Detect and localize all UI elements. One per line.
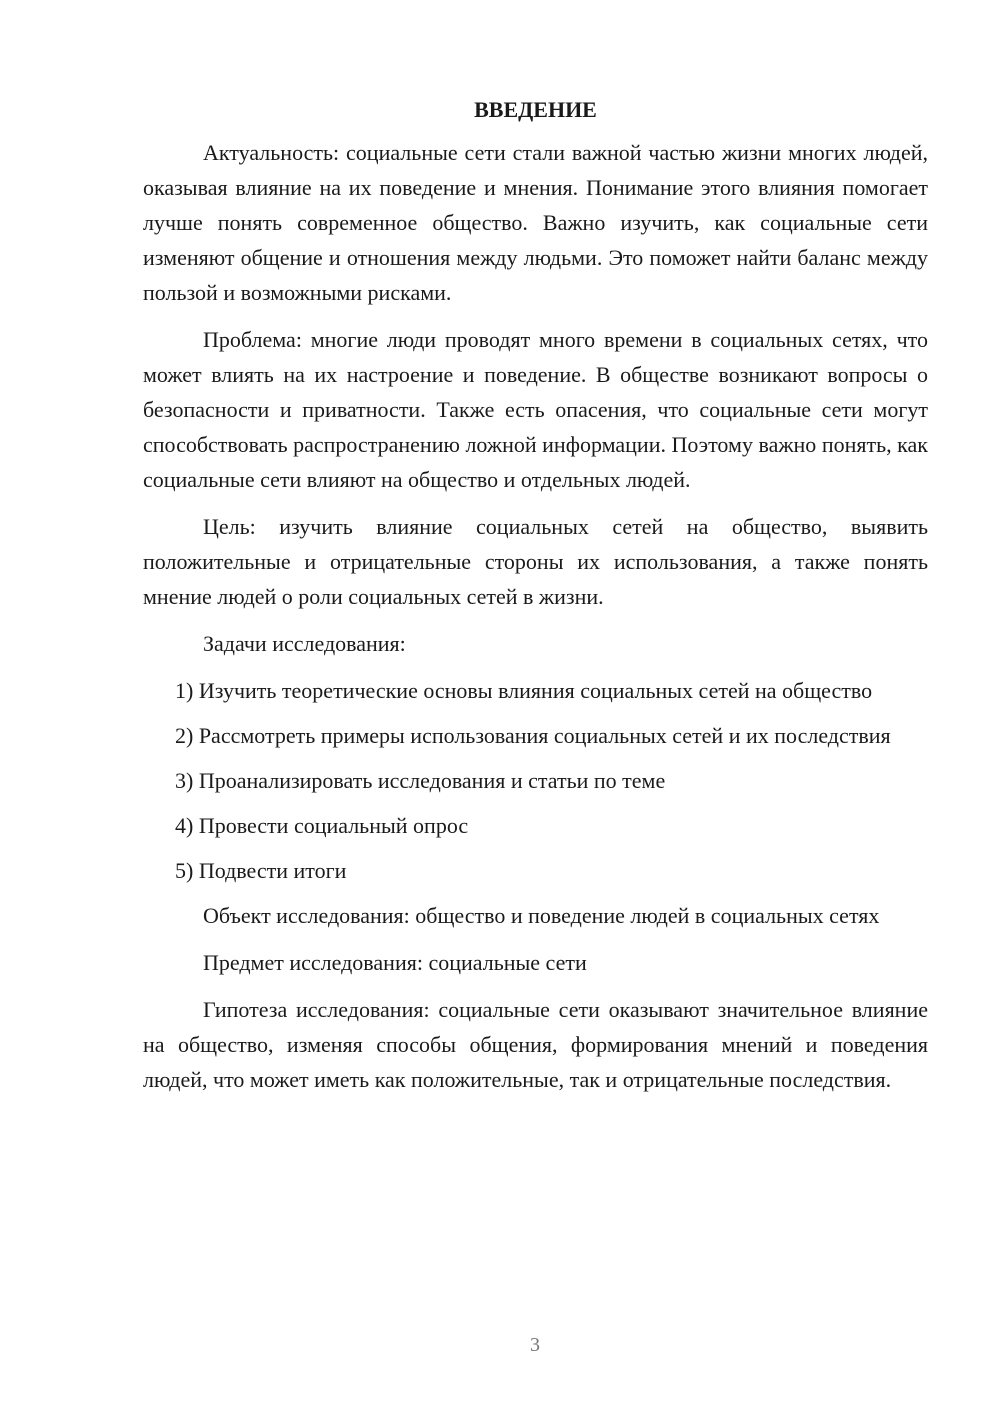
paragraph-object: Объект исследования: общество и поведение людей в социальных сетях (203, 903, 880, 928)
page-title: ВВЕДЕНИЕ (474, 97, 597, 122)
paragraph-goal: Цель: изучить влияние социальных сетей на общество, выявить положительные и отрицательные стороны их использования, а также понять мнение людей о роли социальных сетей в жизни. (143, 514, 928, 609)
paragraph-relevance: Актуальность: социальные сети стали важной частью жизни многих людей, оказывая влияние на их поведение и мнения. Понимание этого влияния помогает лучше понять современное общество. Важно изучить, как социальные сети изменяют общение и отношения между людьми. Это поможет найти баланс между пользой и возможными рисками. (143, 140, 928, 305)
list-item: 5) Подвести итоги (175, 858, 347, 883)
list-item: 3) Проанализировать исследования и статьи по теме (175, 768, 666, 793)
paragraph-hypothesis: Гипотеза исследования: социальные сети оказывают значительное влияние на общество, изменяя способы общения, формирования мнений и поведения людей, что может иметь как положительные, так и отрицательные последствия. (143, 997, 928, 1092)
tasks-list (143, 673, 928, 888)
tasks-heading: Задачи исследования: (203, 631, 406, 656)
document-page (143, 92, 928, 1109)
list-item: 2) Рассмотреть примеры использования социальных сетей и их последствия (175, 723, 891, 748)
page-number: 3 (530, 1334, 540, 1356)
list-item: 1) Изучить теоретические основы влияния социальных сетей на общество (175, 678, 873, 703)
paragraph-subject: Предмет исследования: социальные сети (203, 950, 587, 975)
list-item: 4) Провести социальный опрос (175, 813, 469, 838)
paragraph-problem: Проблема: многие люди проводят много времени в социальных сетях, что может влиять на их настроение и поведение. В обществе возникают вопросы о безопасности и приватности. Также есть опасения, что социальные сети могут способствовать распространению ложной информации. Поэтому важно понять, как социальные сети влияют на общество и отдельных людей. (143, 327, 928, 492)
